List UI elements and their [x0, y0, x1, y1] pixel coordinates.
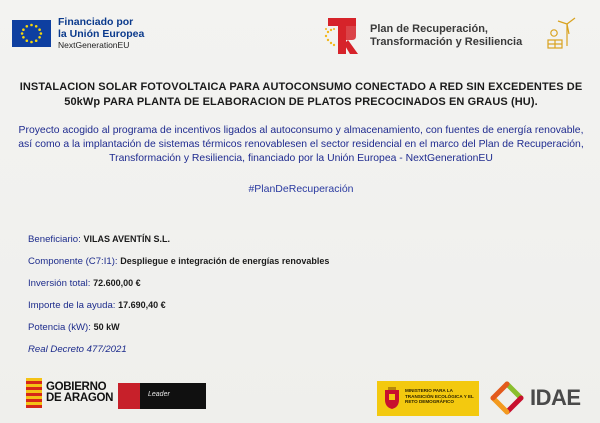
ayuda-value: 17.690,40 € — [118, 300, 166, 310]
aragon-line-1: GOBIERNO — [46, 380, 107, 393]
spain-shield-icon — [383, 386, 401, 410]
eu-line-1: Financiado por — [58, 16, 134, 28]
prtr-logo-icon — [322, 16, 362, 56]
real-decreto: Real Decreto 477/2021 — [28, 344, 127, 355]
inversion-value: 72.600,00 € — [93, 278, 141, 288]
aragon-line-2: DE ARAGON — [46, 392, 114, 404]
eu-flag-icon — [12, 20, 51, 47]
project-description: Proyecto acogido al programa de incentivos ligados al autoconsumo y almacenamiento, con fuentes de energía renovable, así como a la implantación de sistemas térmicos renovablesen el sector residencial en el marco del Plan de Recuperación, Transformación y Resiliencia, financiado por la Unión Europea - NextGenerationEU — [18, 125, 584, 165]
prtr-logo — [322, 16, 522, 56]
leader-accent-icon — [118, 383, 140, 409]
eu-line-3: NextGenerationEU — [58, 40, 130, 51]
hashtag: #PlanDeRecuperación — [248, 183, 354, 195]
detail-inversion — [28, 278, 329, 289]
project-details — [28, 234, 329, 366]
project-title: INSTALACION SOLAR FOTOVOLTAICA PARA AUTOCONSUMO CONECTADO A RED SIN EXCEDENTES DE 50kWp PARA PLANTA DE ELABORACION DE PLATOS PRECOCINADOS EN GRAUS (HU). — [19, 81, 583, 109]
componente-value: Despliegue e integración de energías renovables — [120, 256, 330, 266]
ministry-text: MINISTERIO PARA LA TRANSICIÓN ECOLÓGICA Y EL RETO DEMOGRÁFICO — [405, 388, 474, 405]
eu-line-2: la Unión Europea — [58, 28, 145, 41]
inversion-label: Inversión total: — [28, 278, 91, 289]
prtr-line-1: Plan de Recuperación, — [370, 22, 488, 35]
idae-logo — [489, 380, 581, 416]
detail-componente — [28, 256, 329, 267]
leader-logo — [118, 383, 206, 409]
beneficiario-label: Beneficiario: — [28, 234, 81, 245]
aragon-flag-icon — [26, 378, 42, 408]
ayuda-label: Importe de la ayuda: — [28, 300, 116, 311]
detail-beneficiario — [28, 234, 329, 245]
eu-funding-logo — [12, 16, 144, 51]
gobierno-aragon-logo — [26, 378, 113, 408]
potencia-value: 50 kW — [93, 322, 120, 332]
solar-wind-icon — [545, 12, 581, 52]
leader-label: Leader — [148, 391, 170, 398]
idae-mark-icon — [489, 380, 525, 416]
beneficiario-value: VILAS AVENTÍN S.L. — [83, 234, 170, 244]
componente-label: Componente (C7:I1): — [28, 256, 118, 267]
idae-text: IDAE — [530, 385, 581, 410]
detail-ayuda — [28, 300, 329, 311]
detail-decreto — [28, 344, 329, 355]
ministry-logo — [377, 381, 479, 416]
potencia-label: Potencia (kW): — [28, 322, 91, 333]
prtr-line-2: Transformación y Resiliencia — [370, 36, 523, 48]
detail-potencia — [28, 322, 329, 333]
